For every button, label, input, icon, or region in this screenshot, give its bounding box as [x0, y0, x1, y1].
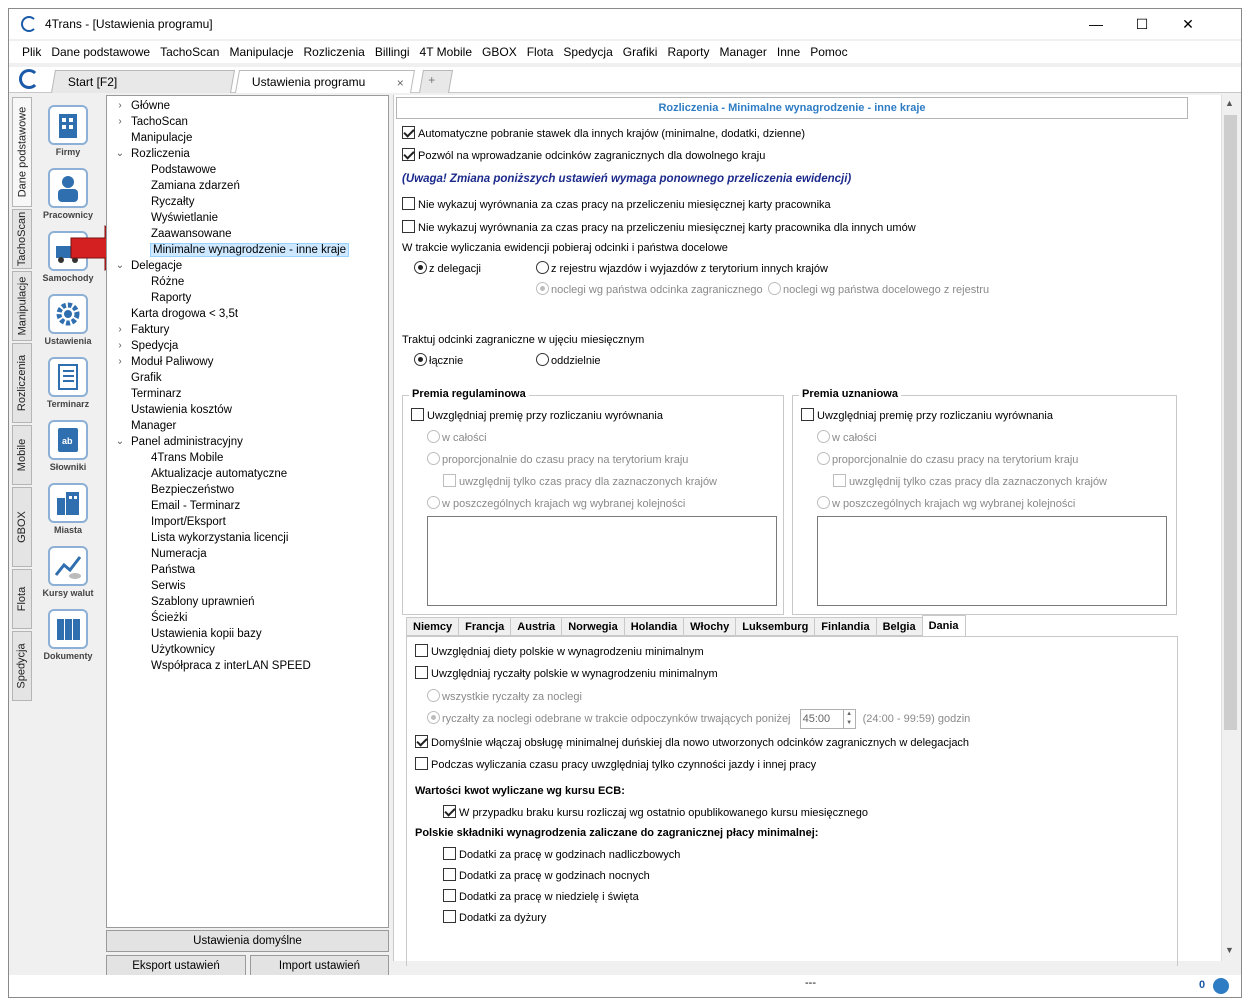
overtime-checkbox[interactable]: Dodatki za pracę w godzinach nadliczbowych — [443, 847, 680, 861]
tree-node-label: Bezpieczeństwo — [151, 484, 235, 496]
tree-node[interactable] — [107, 130, 388, 146]
tree-node-label: Import/Eksport — [151, 516, 226, 528]
tree-node-label: Lista wykorzystania licencji — [151, 532, 289, 544]
tree-node[interactable] — [107, 114, 388, 130]
panel-header: Rozliczenia - Minimalne wynagrodzenie - inne kraje — [396, 97, 1188, 119]
tree-node-label: Serwis — [151, 580, 186, 592]
tree-node[interactable] — [107, 338, 388, 354]
country-order-list[interactable] — [817, 516, 1167, 606]
tree-node-label: Zamiana zdarzeń — [151, 180, 240, 192]
duty-checkbox[interactable]: Dodatki za dyżury — [443, 910, 546, 924]
tree-node[interactable] — [107, 242, 388, 258]
fetch-segments-label: W trakcie wyliczania ewidencji pobieraj odcinki i państwa docelowe — [402, 242, 728, 254]
radio-each-country[interactable]: w poszczególnych krajach wg wybranej kolejności — [817, 496, 1075, 510]
notification-count: 0 — [1199, 979, 1206, 991]
menu-item-2[interactable]: TachoScan — [160, 45, 220, 59]
tree-node-label: Panel administracyjny — [131, 436, 243, 448]
radio-proportional[interactable]: proporcjonalnie do czasu pracy na terytorium kraju — [817, 452, 1078, 466]
vtab-3[interactable] — [12, 343, 32, 423]
document-tab-bar — [9, 67, 1241, 93]
tree-node[interactable] — [107, 210, 388, 226]
tree-node[interactable] — [107, 354, 388, 370]
tree-node-label: Raporty — [151, 292, 192, 304]
menu-item-9[interactable]: Spedycja — [563, 45, 613, 59]
night-work-checkbox[interactable]: Dodatki za pracę w godzinach nocnych — [443, 868, 650, 882]
vtab-label: Rozliczenia — [16, 354, 28, 412]
vtab-label: GBOX — [16, 511, 29, 543]
radio-from-delegation[interactable]: z delegacji — [414, 261, 481, 275]
country-tab[interactable]: Norwegia — [561, 617, 624, 636]
tree-node-label: Manager — [131, 420, 177, 432]
module-label: Firmy — [55, 147, 81, 157]
tree-chevron-icon[interactable]: › — [118, 100, 122, 111]
settings-tree — [106, 95, 389, 928]
tree-node-label: Wyświetlanie — [151, 212, 219, 224]
scroll-down-icon[interactable]: ▼ — [1225, 945, 1234, 955]
tree-node[interactable] — [107, 626, 388, 642]
country-tab[interactable]: Belgia — [876, 617, 922, 636]
module-button-8[interactable] — [39, 609, 97, 661]
export-settings-button[interactable]: Eksport ustawień — [106, 955, 246, 977]
sunday-holiday-checkbox[interactable]: Dodatki za pracę w niedzielę i święta — [443, 889, 639, 903]
tree-node-label: Ustawienia kopii bazy — [151, 628, 262, 640]
only-selected-checkbox[interactable]: uwzględnij tylko czas pracy dla zaznaczonych krajów — [443, 474, 717, 488]
module-button-1[interactable] — [39, 168, 97, 220]
tree-node[interactable] — [107, 162, 388, 178]
tree-node-label: Karta drogowa < 3,5t — [131, 308, 239, 320]
add-tab-button[interactable]: + — [419, 70, 453, 93]
tree-node[interactable] — [107, 578, 388, 594]
maximize-button[interactable]: ☐ — [1135, 15, 1149, 32]
radio-nights-destination[interactable]: noclegi wg państwa docelowego z rejestru — [768, 282, 989, 296]
tree-node[interactable] — [107, 226, 388, 242]
menu-item-6[interactable]: 4T Mobile — [419, 45, 473, 59]
module-label: Kursy walut — [42, 588, 94, 598]
tree-node-label: Moduł Paliwowy — [131, 356, 214, 368]
module-label: Dokumenty — [43, 651, 93, 661]
module-label: Miasta — [53, 525, 82, 535]
app-menu-icon[interactable] — [19, 69, 39, 89]
checkbox-checked[interactable] — [402, 126, 415, 139]
hide-equalization-other-checkbox[interactable]: Nie wykazuj wyrównania za czas pracy na przeliczeniu miesięcznej karty pracownika dla innych umów — [402, 220, 916, 234]
vtab-5[interactable] — [12, 487, 32, 567]
radio-each-country[interactable]: w poszczególnych krajach wg wybranej kolejności — [427, 496, 685, 510]
tree-node[interactable] — [107, 370, 388, 386]
module-button-7[interactable] — [39, 546, 97, 598]
tree-node[interactable] — [107, 274, 388, 290]
tree-node-label: Aktualizacje automatyczne — [151, 468, 288, 480]
country-tab[interactable]: Finlandia — [814, 617, 875, 636]
ecb-fallback-checkbox[interactable]: W przypadku braku kursu rozliczaj wg ostatnio opublikowanego kursu miesięcznego — [443, 805, 868, 819]
ecb-section-title: Wartości kwot wyliczane wg kursu ECB: — [415, 785, 625, 797]
status-text: --- — [805, 977, 816, 989]
module-button-5[interactable] — [39, 420, 97, 472]
tree-node[interactable] — [107, 466, 388, 482]
window-title: 4Trans - [Ustawienia programu] — [45, 17, 213, 31]
tree-node[interactable] — [107, 642, 388, 658]
default-settings-button[interactable]: Ustawienia domyślne — [106, 930, 389, 952]
vtab-label: Mobile — [16, 438, 28, 472]
stepper-down-icon[interactable]: ▼ — [843, 719, 855, 728]
import-settings-button[interactable]: Import ustawień — [250, 955, 389, 977]
allow-segments-checkbox[interactable]: Pozwól na wprowadzanie odcinków zagranicznych dla dowolnego kraju — [402, 148, 765, 162]
tree-node-label: Ryczałty — [151, 196, 195, 208]
app-logo-icon — [21, 16, 37, 32]
minimize-button[interactable]: — — [1089, 16, 1103, 32]
country-tab[interactable]: Włochy — [683, 617, 735, 636]
tree-node[interactable] — [107, 258, 388, 274]
menu-item-7[interactable]: GBOX — [482, 45, 517, 59]
vtab-label: TachoScan — [16, 211, 28, 267]
radio-nights-abroad[interactable]: noclegi wg państwa odcinka zagranicznego — [536, 282, 763, 296]
menu-item-8[interactable]: Flota — [526, 45, 554, 59]
vtab-6[interactable] — [12, 569, 32, 629]
country-order-list[interactable] — [427, 516, 777, 606]
tree-node[interactable] — [107, 610, 388, 626]
include-lumpsums-checkbox[interactable]: Uwzględniaj ryczałty polskie w wynagrodzeniu minimalnym — [415, 666, 718, 680]
tree-node[interactable] — [107, 530, 388, 546]
gear-icon — [48, 294, 88, 334]
tree-node-label: Numeracja — [151, 548, 207, 560]
vtab-7[interactable] — [12, 631, 32, 701]
discretionary-bonus-group — [792, 388, 1177, 615]
dictionary-icon — [48, 420, 88, 460]
tree-chevron-icon[interactable]: › — [118, 356, 122, 367]
menu-item-13[interactable]: Inne — [776, 45, 801, 59]
tree-node-label: Współpraca z interLAN SPEED — [151, 660, 311, 672]
vtab-label: Spedycja — [16, 643, 29, 689]
group-title: Premia regulaminowa — [409, 388, 529, 400]
radio-all-lumpsums[interactable]: wszystkie ryczałty za noclegi — [427, 689, 582, 703]
tree-node[interactable] — [107, 498, 388, 514]
tree-node[interactable] — [107, 386, 388, 402]
radio-jointly[interactable]: łącznie — [414, 353, 463, 367]
radio-proportional[interactable]: proporcjonalnie do czasu pracy na terytorium kraju — [427, 452, 688, 466]
tree-node-label: Ścieżki — [151, 612, 188, 624]
radio-whole[interactable]: w całości — [427, 430, 487, 444]
menu-item-14[interactable]: Pomoc — [810, 45, 848, 59]
module-button-3[interactable] — [39, 294, 97, 346]
hide-equalization-checkbox[interactable]: Nie wykazuj wyrównania za czas pracy na przeliczeniu miesięcznej karty pracownika — [402, 197, 831, 211]
menu-item-0[interactable]: Plik — [22, 45, 42, 59]
module-button-4[interactable] — [39, 357, 97, 409]
country-tab[interactable]: Francja — [458, 617, 510, 636]
menu-item-1[interactable]: Dane podstawowe — [51, 45, 151, 59]
checkbox-checked[interactable] — [402, 148, 415, 161]
menu-bar — [9, 41, 1241, 63]
include-diets-checkbox[interactable]: Uwzględniaj diety polskie w wynagrodzeniu minimalnym — [415, 644, 704, 658]
tree-node-label: Użytkownicy — [151, 644, 215, 656]
svg-text:ab: ab — [62, 436, 73, 446]
tree-node-label: Różne — [151, 276, 185, 288]
checklist-icon — [48, 357, 88, 397]
menu-item-4[interactable]: Rozliczenia — [303, 45, 365, 59]
drive-only-checkbox[interactable]: Podczas wyliczania czasu pracy uwzględniaj tylko czynności jazdy i innej pracy — [415, 757, 816, 771]
tree-node-label: Minimalne wynagrodzenie - inne kraje — [153, 244, 347, 256]
tree-chevron-icon[interactable]: ⌄ — [115, 148, 125, 159]
polish-components-title: Polskie składniki wynagrodzenia zaliczane do zagranicznej płacy minimalnej: — [415, 827, 819, 839]
vtab-0[interactable] — [12, 97, 32, 207]
tree-node[interactable] — [107, 546, 388, 562]
regulatory-bonus-group — [402, 388, 784, 615]
notification-icon[interactable] — [1213, 978, 1229, 994]
module-label: Samochody — [42, 273, 94, 283]
menu-item-11[interactable]: Raporty — [667, 45, 710, 59]
tree-node-label: Grafik — [131, 372, 162, 384]
tree-node[interactable] — [107, 290, 388, 306]
binders-icon — [48, 609, 88, 649]
radio-from-registry[interactable]: z rejestru wjazdów i wyjazdów z terytorium innych krajów — [536, 261, 828, 275]
module-label: Słowniki — [49, 462, 87, 472]
tree-node-label: Email - Terminarz — [151, 500, 241, 512]
country-tab[interactable]: Austria — [510, 617, 561, 636]
settings-panel — [393, 95, 1221, 961]
country-settings-panel — [406, 636, 1178, 966]
tab-settings[interactable]: Ustawienia programu × — [235, 70, 415, 93]
vtab-4[interactable] — [12, 425, 32, 485]
tree-chevron-icon[interactable]: ⌄ — [115, 260, 125, 271]
tree-node[interactable] — [107, 594, 388, 610]
tree-node[interactable] — [107, 562, 388, 578]
tree-node-label: Delegacje — [131, 260, 183, 272]
treat-segments-label: Traktuj odcinki zagraniczne w ujęciu miesięcznym — [402, 334, 645, 346]
tree-chevron-icon[interactable]: › — [118, 116, 122, 127]
menu-item-5[interactable]: Billingi — [374, 45, 410, 59]
vertical-tab-strip — [12, 97, 34, 747]
tree-chevron-icon[interactable]: › — [118, 324, 122, 335]
scroll-up-icon[interactable]: ▲ — [1225, 98, 1234, 108]
module-label: Pracownicy — [42, 210, 94, 220]
tree-chevron-icon[interactable]: › — [118, 340, 122, 351]
only-selected-checkbox[interactable]: uwzględnij tylko czas pracy dla zaznaczonych krajów — [833, 474, 1107, 488]
building-icon — [48, 105, 88, 145]
radio-rest-lumpsums[interactable]: ryczałty za noclegi odebrane w trakcie odpoczynków trwających poniżej 45:00 ▲ ▼ (24:00 - 99:59) godzin — [427, 709, 970, 729]
tree-node[interactable] — [107, 146, 388, 162]
person-icon — [48, 168, 88, 208]
tree-node-label: Zaawansowane — [151, 228, 232, 240]
module-label: Terminarz — [46, 399, 90, 409]
tab-start[interactable]: Start [F2] — [51, 70, 235, 93]
tab-close-icon[interactable]: × — [396, 76, 404, 90]
group-title: Premia uznaniowa — [799, 388, 901, 400]
recalculation-warning: (Uwaga! Zmiana poniższych ustawień wymaga ponownego przeliczenia ewidencji) — [402, 173, 852, 185]
tree-node-label: Ustawienia kosztów — [131, 404, 232, 416]
tree-node[interactable] — [107, 178, 388, 194]
vtab-2[interactable] — [12, 271, 32, 341]
tree-node-label: Manipulacje — [131, 132, 193, 144]
country-tab[interactable]: Luksemburg — [735, 617, 814, 636]
country-tabs — [406, 617, 966, 637]
stepper-up-icon[interactable]: ▲ — [843, 710, 855, 719]
tree-node-label: Terminarz — [131, 388, 182, 400]
tree-node[interactable] — [107, 434, 388, 450]
tree-node[interactable] — [107, 306, 388, 322]
country-tab[interactable]: Niemcy — [406, 617, 458, 636]
close-button[interactable]: ✕ — [1182, 15, 1194, 32]
auto-rates-checkbox[interactable]: Automatyczne pobranie stawek dla innych krajów (minimalne, dodatki, dzienne) — [402, 126, 805, 140]
tree-node-label: Państwa — [151, 564, 196, 576]
tree-node-label: 4Trans Mobile — [151, 452, 224, 464]
tree-node[interactable] — [107, 450, 388, 466]
vertical-scrollbar[interactable] — [1221, 95, 1238, 961]
vtab-label: Flota — [16, 586, 28, 612]
tree-node[interactable] — [107, 418, 388, 434]
vtab-label: Manipulacje — [16, 276, 29, 336]
tree-chevron-icon[interactable]: ⌄ — [115, 436, 125, 447]
menu-item-3[interactable]: Manipulacje — [229, 45, 294, 59]
app-window — [8, 8, 1242, 998]
tree-node[interactable] — [107, 658, 388, 674]
include-bonus-checkbox[interactable]: Uwzględniaj premię przy rozliczaniu wyrównania — [411, 408, 663, 422]
module-label: Ustawienia — [44, 336, 92, 346]
status-bar — [9, 975, 1241, 998]
vtab-label: Dane podstawowe — [16, 106, 29, 198]
country-tab[interactable]: Holandia — [624, 617, 683, 636]
tree-node[interactable] — [107, 482, 388, 498]
title-bar — [9, 9, 1241, 39]
include-bonus-checkbox[interactable]: Uwzględniaj premię przy rozliczaniu wyrównania — [801, 408, 1053, 422]
tree-node-label: Podstawowe — [151, 164, 217, 176]
radio-whole[interactable]: w całości — [817, 430, 877, 444]
radio-separately[interactable]: oddzielnie — [536, 353, 601, 367]
tree-node[interactable] — [107, 322, 388, 338]
menu-item-12[interactable]: Manager — [719, 45, 767, 59]
vtab-1[interactable] — [12, 209, 32, 269]
rest-hours-stepper[interactable]: 45:00 ▲ ▼ — [800, 709, 856, 729]
city-icon — [48, 483, 88, 523]
tree-node[interactable] — [107, 194, 388, 210]
tree-node[interactable] — [107, 98, 388, 114]
default-danish-checkbox[interactable]: Domyślnie włączaj obsługę minimalnej duńskiej dla nowo utworzonych odcinków zagranicznych w delegacjach — [415, 735, 969, 749]
tree-node[interactable] — [107, 514, 388, 530]
scroll-thumb[interactable] — [1224, 115, 1237, 730]
tree-node-label: Szablony uprawnień — [151, 596, 255, 608]
tree-node-label: Rozliczenia — [131, 148, 190, 160]
module-button-6[interactable] — [39, 483, 97, 535]
tree-node-label: Faktury — [131, 324, 170, 336]
tree-node-label: TachoScan — [131, 116, 188, 128]
country-tab[interactable]: Dania — [922, 615, 966, 636]
menu-item-10[interactable]: Grafiki — [622, 45, 658, 59]
module-button-0[interactable] — [39, 105, 97, 157]
tree-node-label: Spedycja — [131, 340, 179, 352]
tree-node[interactable] — [107, 402, 388, 418]
tree-node-label: Główne — [131, 100, 170, 112]
chart-coins-icon — [48, 546, 88, 586]
